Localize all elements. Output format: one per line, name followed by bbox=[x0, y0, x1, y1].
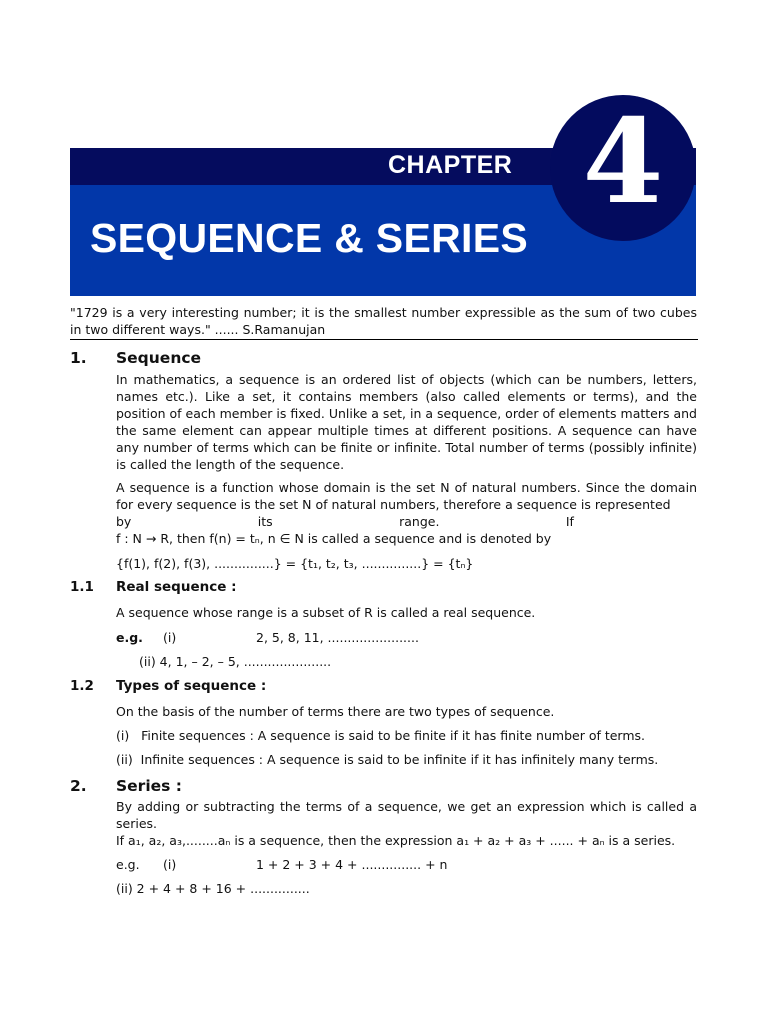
chapter-title: SEQUENCE & SERIES bbox=[90, 215, 528, 261]
example-item: (ii) 4, 1, – 2, – 5, ...................... bbox=[139, 654, 332, 669]
example-value: 2, 5, 8, 11, ....................... bbox=[256, 630, 419, 645]
section-number: 1. bbox=[70, 349, 87, 367]
section-heading: Types of sequence : bbox=[116, 678, 267, 694]
section-heading: Real sequence : bbox=[116, 579, 237, 595]
section-number: 2. bbox=[70, 777, 87, 795]
paragraph: A sequence is a function whose domain is the set N of natural numbers. Since the domain for every sequence is the set N of natural numbers, therefore a sequence is represented bbox=[116, 480, 697, 512]
section-heading: Series : bbox=[116, 777, 182, 795]
list-item: (ii) Infinite sequences : A sequence is said to be infinite if it has infinitely many terms. bbox=[116, 752, 659, 767]
chapter-number: 4 bbox=[582, 94, 664, 230]
paragraph: By adding or subtracting the terms of a sequence, we get an expression which is called a series. bbox=[116, 799, 697, 831]
word: by bbox=[116, 514, 132, 529]
example-index: (i) bbox=[163, 857, 177, 872]
paragraph: On the basis of the number of terms there are two types of sequence. bbox=[116, 704, 555, 719]
section-number: 1.2 bbox=[70, 678, 94, 694]
divider bbox=[70, 339, 698, 340]
paragraph: If a₁, a₂, a₃,........aₙ is a sequence, then the expression a₁ + a₂ + a₃ + ...... + aₙ is a series. bbox=[116, 833, 676, 848]
paragraph-line bbox=[116, 513, 697, 530]
epigraph-quote: "1729 is a very interesting number; it is the smallest number expressible as the sum of two cubes in two different ways." ...... S.Ramanujan bbox=[70, 305, 697, 337]
example-label: e.g. bbox=[116, 857, 140, 872]
section-heading: Sequence bbox=[116, 349, 202, 367]
section-number: 1.1 bbox=[70, 579, 94, 595]
word: range. bbox=[399, 514, 440, 529]
example-index: (i) bbox=[163, 630, 177, 645]
example-label: e.g. bbox=[116, 630, 143, 645]
paragraph: A sequence whose range is a subset of R is called a real sequence. bbox=[116, 605, 536, 620]
chapter-label: CHAPTER bbox=[388, 151, 513, 179]
word: its bbox=[257, 514, 273, 529]
list-item: (i) Finite sequences : A sequence is said to be finite if it has finite number of terms. bbox=[116, 728, 646, 743]
word: If bbox=[565, 514, 574, 529]
paragraph: In mathematics, a sequence is an ordered list of objects (which can be numbers, letters, names etc.). Like a set, it contains members (also called elements or terms), and the position of each member is fixed. Unlike a set, in a sequence, order of elements matters and the same element can appear multiple times at different positions. A sequence can have any number of terms which can be finite or infinite. Total number of terms (possibly infinite) is called the length of the sequence. bbox=[116, 372, 697, 472]
math-notation: {f(1), f(2), f(3), ...............} = {t₁, t₂, t₃, ...............} = {tₙ} bbox=[116, 556, 474, 571]
example-item: (ii) 2 + 4 + 8 + 16 + ............... bbox=[116, 881, 310, 896]
paragraph-line: f : N → R, then f(n) = tₙ, n ∈ N is called a sequence and is denoted by bbox=[116, 531, 552, 546]
example-value: 1 + 2 + 3 + 4 + ............... + n bbox=[256, 857, 448, 872]
